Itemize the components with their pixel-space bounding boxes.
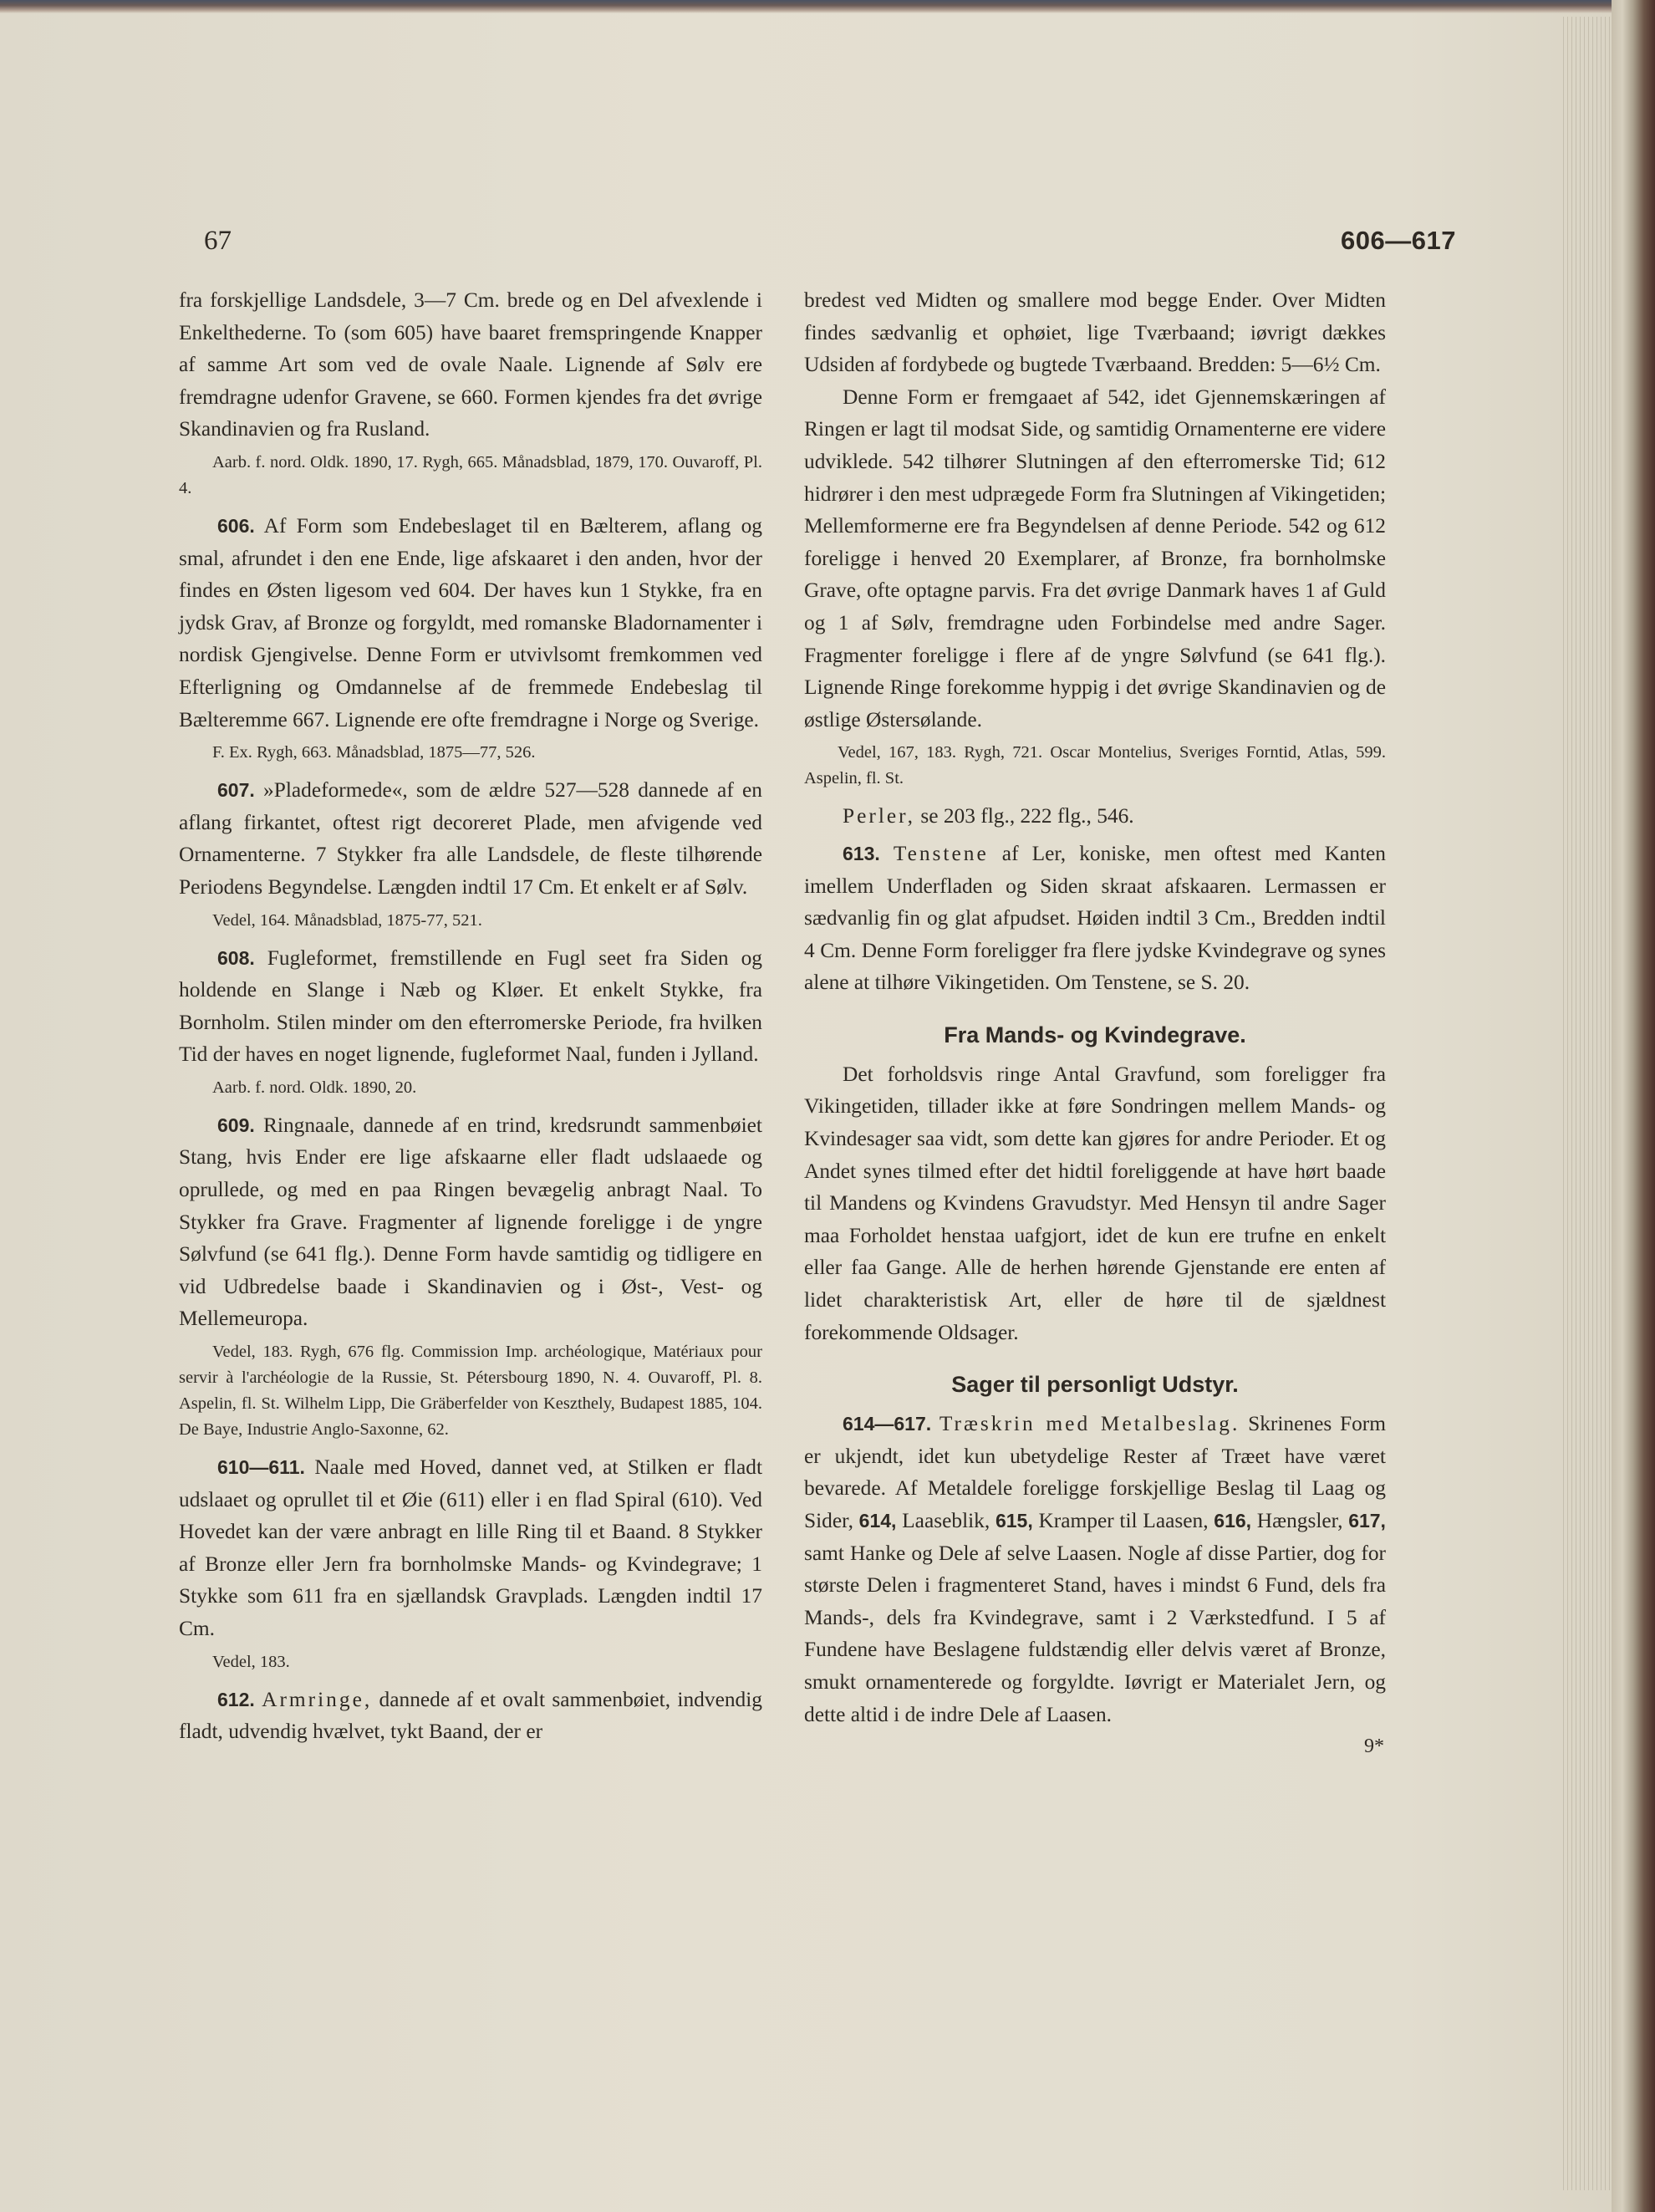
entry-609 xyxy=(179,1109,762,1335)
entry-number-616: 616, xyxy=(1214,1510,1252,1532)
section-heading-graves: Fra Mands- og Kvindegrave. xyxy=(944,1022,1246,1047)
entry-text: »Pladeformede«, som de ældre 527—528 dannede af en aflang firkantet, oftest rigt decoreret Plade, men afvigende ved Ornamenterne. 7 Stykker fra alle Landsdele, de fleste tilhørende Periodens Begyndelse. Længden indtil 17 Cm. Et enkelt er af Sølv. xyxy=(179,778,762,899)
entry-609-reference: Vedel, 183. Rygh, 676 flg. Commission Imp. archéologique, Matériaux pour servir à l'archéologie de la Russie, St. Pétersbourg 1890, N. 4. Ouvaroff, Pl. 8. Aspelin, fl. St. Wilhelm Lipp, Die Gräberfelder von Keszthely, Budapest 1885, 104. De Baye, Industrie Anglo-Saxonne, 62. xyxy=(179,1343,762,1440)
entry-607 xyxy=(179,774,762,903)
entry-number: 612. xyxy=(217,1688,255,1710)
entry-number: 610—611. xyxy=(217,1456,305,1479)
entry-number-614: 614, xyxy=(858,1510,897,1532)
entry-text: Fugleformet, fremstillende en Fugl seet fra Siden og holdende en Slange i Næb og Kløer. Et enkelt Stykke, fra Bornholm. Stilen minder om den efterromerske Periode, fra hvilken Tid der haves en noget lignende, fugleformet Naal, funden i Jylland. xyxy=(179,945,762,1067)
entry-number-617: 617, xyxy=(1348,1510,1386,1532)
entry-606 xyxy=(179,510,762,736)
entry-number-615: 615, xyxy=(995,1510,1033,1532)
entry-612-continued: bredest ved Midten og smallere mod begge Ender. Over Midten findes sædvanlig et ophøiet, lige Tværbaand; iøvrigt dækkes Udsiden af fordybede og bugtede Tværbaand. Bredden: 5—6½ Cm. xyxy=(804,288,1386,377)
entry-612-reference: Vedel, 167, 183. Rygh, 721. Oscar Montelius, Sveriges Forntid, Atlas, 599. Aspelin, fl. St. xyxy=(804,743,1386,788)
entry-610-611 xyxy=(179,1451,762,1645)
entry-lead-term: Perler, xyxy=(843,804,915,828)
entry-text: Laaseblik, xyxy=(902,1509,990,1532)
right-column xyxy=(804,284,1386,1758)
intro-reference: Aarb. f. nord. Oldk. 1890, 17. Rygh, 665. Månadsblad, 1879, 170. Ouvaroff, Pl. 4. xyxy=(179,452,762,497)
entry-text: Af Form som Endebeslaget til en Bælterem, aflang og smal, afrundet i den ene Ende, lige afskaaret i den anden, hvor der findes en Østen ligesom ved 604. Der haves kun 1 Stykke, fra en jydsk Grav, af Bronze og forgyldt, med romanske Bladornamenter i nordisk Gjengivelse. Denne Form er utvivlsomt fremkommen ved Efterligning og Omdannelse af de fremmede Endebeslag til Bælteremme 667. Lignende ere ofte fremdragne i Norge og Sverige. xyxy=(179,513,763,731)
entry-606-reference: F. Ex. Rygh, 663. Månadsblad, 1875—77, 526. xyxy=(212,743,536,762)
entry-number: 608. xyxy=(217,946,255,969)
entry-number: 609. xyxy=(217,1114,255,1136)
entry-text: af Ler, koniske, men oftest med Kanten imellem Underfladen og Siden skraat afskaaren. Lermassen er sædvanlig fin og glat afpudset. Høiden indtil 3 Cm., Bredden indtil 4 Cm. Denne Form foreligger fra flere jydske Kvindegrave og synes alene at tilhøre Vikingetiden. Om Tenstene, se S. 20. xyxy=(804,841,1386,995)
entry-614-617 xyxy=(804,1408,1386,1730)
entry-number: 606. xyxy=(217,514,255,537)
entry-text: Skrinenes Form er ukjendt, idet kun ubetydelige Rester af Træet have været bevarede. Af Metaldele foreligge forskjellige Beslag til Laag og Sider, xyxy=(804,1412,1386,1532)
entry-text: Hængsler, xyxy=(1256,1509,1343,1532)
entry-number: 614—617. xyxy=(843,1413,932,1435)
entry-lead-term: Armringe, xyxy=(262,1687,373,1711)
entry-610-611-reference: Vedel, 183. xyxy=(212,1652,290,1671)
entry-text: dannede af et ovalt sammenbøiet, indvendig fladt, udvendig hvælvet, tykt Baand, der er xyxy=(179,1687,762,1744)
page-number: 67 xyxy=(204,226,232,256)
entry-range-header: 606—617 xyxy=(1341,226,1456,255)
entry-613 xyxy=(804,838,1386,999)
section-graves-paragraph: Det forholdsvis ringe Antal Gravfund, som foreligger fra Vikingetiden, tillader ikke at føre Sondringen mellem Mands- og Kvindesager saa vidt, som dette kan gjøres for andre Perioder. Et og Andet synes tilmed efter det hidtil foreliggende at have hørt baade til Mandens og Kvindens Gravudstyr. Med Hensyn til andre Sager maa Forholdet henstaa uafgjort, idet de kun ere trufne en enkelt eller faa Gange. Alle de herhen hørende Gjenstande ere enten af lidet charakteristisk Art, eller de høre til de sjældnest forekommende Oldsager. xyxy=(804,1062,1386,1344)
perler-crossref xyxy=(804,800,1386,833)
entry-number: 607. xyxy=(217,779,255,802)
entry-lead-term: Træskrin med Metalbeslag. xyxy=(939,1412,1240,1436)
entry-text: Naale med Hoved, dannet ved, at Stilken er fladt udslaaet og oprullet til et Øie (611) eller i en flad Spiral (610). Ved Hovedet kan der være anbragt en lille Ring til et Baand. 8 Stykker af Bronze eller Jern fra bornholmske Mands- og Kvindegrave; 1 Stykke som 611 fra en sjællandsk Gravplads. Længden indtil 17 Cm. xyxy=(179,1455,762,1640)
entry-lead-term: Tenstene xyxy=(893,841,989,865)
signature-mark: 9* xyxy=(1364,1735,1384,1758)
entry-612-discussion: Denne Form er fremgaaet af 542, idet Gjennemskæringen af Ringen er lagt til modsat Side, og samtidig Ornamenterne ere videre udviklede. 542 tilhører Slutningen af den efterromerske Tid; 612 hidrører i den mest udprægede Form fra Slutningen af Vikingetiden; Mellemformerne ere fra Begyndelsen af denne Periode. 542 og 612 foreligge i henved 20 Exemplarer, af Bronze, fra bornholmske Grave, ofte optagne parvis. Fra det øvrige Danmark haves 1 af Guld og 1 af Sølv, fremdragne uden Forbindelse med andre Sager. Fragmenter foreligge i flere af de yngre Sølvfund (se 641 flg.). Lignende Ringe forekomme hyppig i det øvrige Skandinavien og de østlige Østersølande. xyxy=(804,385,1386,731)
entry-608-reference: Aarb. f. nord. Oldk. 1890, 20. xyxy=(212,1078,417,1097)
entry-text: se 203 flg., 222 flg., 546. xyxy=(920,804,1134,828)
page-stack-edge xyxy=(1563,17,1612,2190)
intro-paragraph: fra forskjellige Landsdele, 3—7 Cm. brede og en Del afvexlende i Enkelthederne. To (som 605) have baaret fremspringende Knapper af samme Art som ved de ovale Naale. Lignende af Sølv ere fremdragne udenfor Gravene, se 660. Formen kjendes fra det øvrige Skandinavien og fra Rusland. xyxy=(179,288,762,441)
entry-607-reference: Vedel, 164. Månadsblad, 1875-77, 521. xyxy=(212,910,482,930)
entry-text: Kramper til Laasen, xyxy=(1038,1509,1209,1532)
entry-text: Ringnaale, dannede af en trind, kredsrundt sammenbøiet Stang, hvis Ender ere lige afskaarne eller fladt udslaaede og oprullede, og med en paa Ringen bevægelig anbragt Naal. To Stykker fra Grave. Fragmenter af lignende foreligge i de yngre Sølvfund (se 641 flg.). Denne Form havde samtidig og tidligere en vid Udbredelse baade i Skandinavien og i Øst-, Vest- og Mellemeuropa. xyxy=(179,1113,762,1331)
book-fore-edge xyxy=(1612,0,1655,2212)
entry-text: samt Hanke og Dele af selve Laasen. Nogle af disse Partier, dog for største Delen i fragmenteret Stand, haves i mindst 6 Fund, dels fra Mands-, dels fra Kvindegrave, samt i 2 Værkstedfund. I 5 af Fundene have Beslagene fuldstændig eller delvis været af Bronze, smukt ornamenterede og forgyldte. Iøvrigt er Materialet Jern, og dette altid i de indre Dele af Laasen. xyxy=(804,1541,1386,1726)
entry-number: 613. xyxy=(843,842,880,864)
page-top-edge xyxy=(0,0,1655,13)
section-heading-personal-equipment: Sager til personligt Udstyr. xyxy=(951,1372,1239,1398)
entry-608 xyxy=(179,942,762,1071)
left-column xyxy=(179,284,762,1748)
entry-612 xyxy=(179,1684,762,1748)
